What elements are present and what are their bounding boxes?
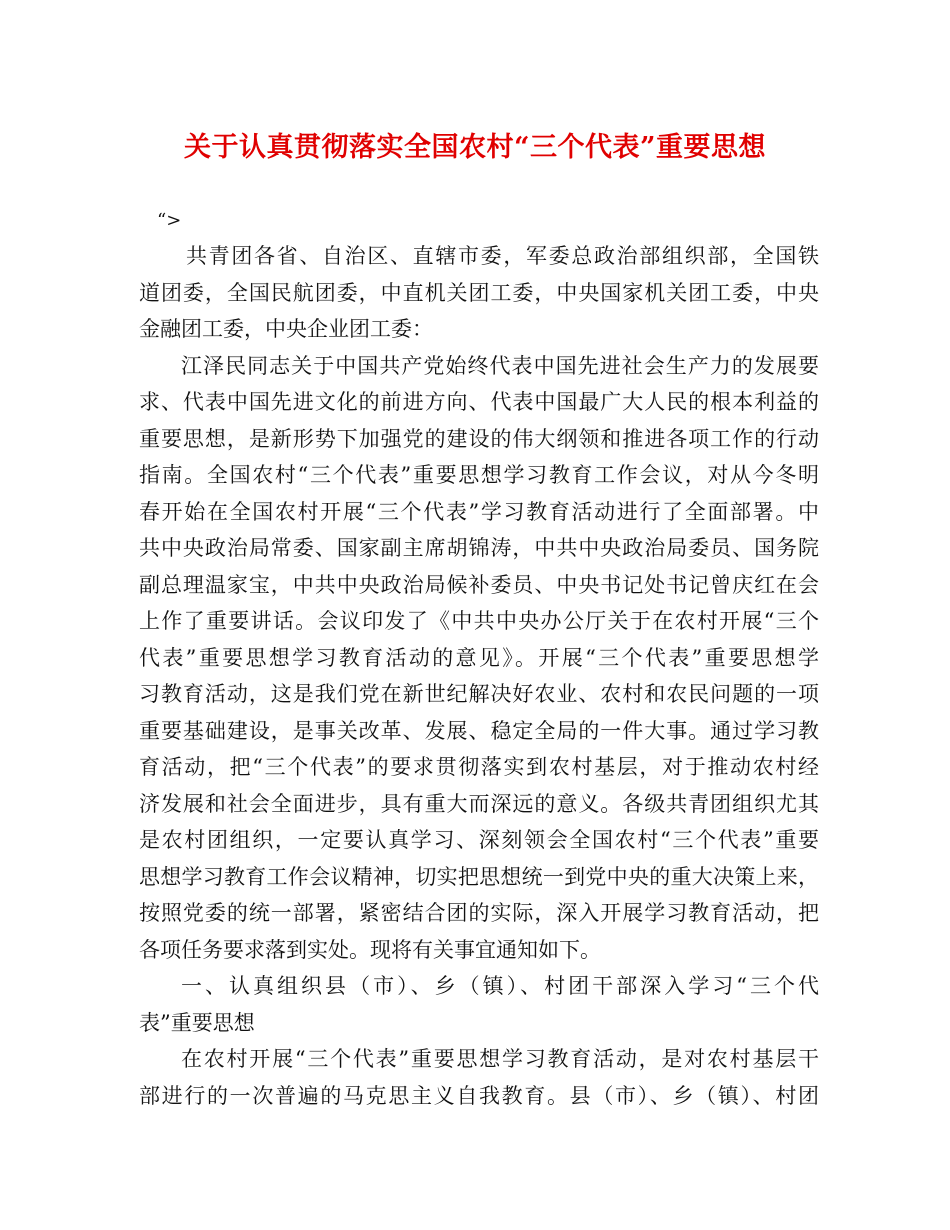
body-line: 是农村团组织，一定要认真学习、深刻领会全国农村“三个代表”重要 [139,828,819,852]
body-line: 代表”重要思想学习教育活动的意见》。开展“三个代表”重要思想学 [139,645,819,670]
body-line: 思想学习教育工作会议精神，切实把思想统一到党中央的重大决策上来， [139,864,819,889]
body-line: 育活动，把“三个代表”的要求贯彻落实到农村基层，对于推动农村经 [139,755,819,779]
body-line: 重要思想，是新形势下加强党的建设的伟大纲领和推进各项工作的行动 [139,426,819,451]
body-line: 共中央政治局常委、国家副主席胡锦涛，中共中央政治局委员、国务院 [139,536,819,560]
document-title: 关于认真贯彻落实全国农村“三个代表”重要思想 [183,132,767,163]
body-line: 共青团各省、自治区、直辖市委，军委总政治部组织部，全国铁 [186,244,819,268]
body-line: 按照党委的统一部署，紧密结合团的实际，深入开展学习教育活动，把 [139,901,819,925]
body-line: 金融团工委，中央企业团工委： [139,317,433,341]
body-line: 一、认真组织县（市）、乡（镇）、村团干部深入学习“三个代 [181,974,819,998]
body-line: 各项任务要求落到实处。现将有关事宜通知如下。 [139,937,601,962]
body-line: 上作了重要讲话。会议印发了《中共中央办公厅关于在农村开展“三个 [139,609,819,633]
body-line: 道团委，全国民航团委，中直机关团工委，中央国家机关团工委，中央 [139,280,819,305]
body-line: 江泽民同志关于中国共产党始终代表中国先进社会生产力的发展要 [181,353,819,378]
body-line: 济发展和社会全面进步，具有重大而深远的意义。各级共青团组织尤其 [139,791,819,816]
opening-mark: “> [157,210,182,231]
body-line: 部进行的一次普遍的马克思主义自我教育。县（市）、乡（镇）、村团 [139,1083,819,1108]
body-line: 指南。全国农村“三个代表”重要思想学习教育工作会议，对从今冬明 [139,463,819,487]
body-line: 在农村开展“三个代表”重要思想学习教育活动，是对农村基层干 [181,1047,819,1071]
body-line: 求、代表中国先进文化的前进方向、代表中国最广大人民的根本利益的 [139,390,819,414]
body-line: 习教育活动，这是我们党在新世纪解决好农业、农村和农民问题的一项 [139,682,819,706]
document-body [139,238,819,1114]
body-line: 春开始在全国农村开展“三个代表”学习教育活动进行了全面部署。中 [139,499,819,524]
body-line: 表”重要思想 [139,1010,255,1035]
body-line: 重要基础建设，是事关改革、发展、稳定全局的一件大事。通过学习教 [139,718,819,743]
body-line: 副总理温家宝，中共中央政治局候补委员、中央书记处书记曾庆红在会 [139,572,819,597]
